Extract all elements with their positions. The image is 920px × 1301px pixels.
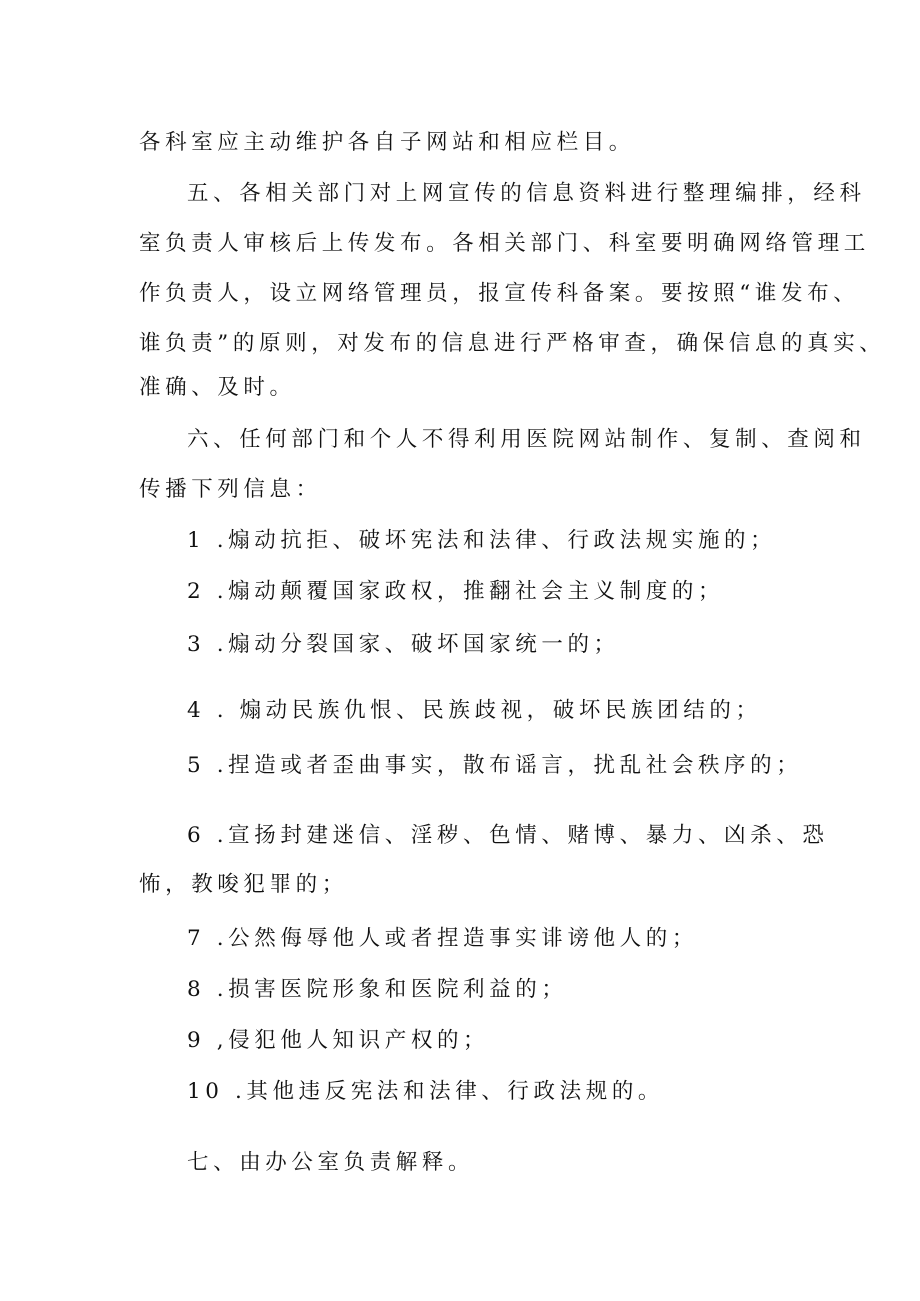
list-item-9: 9 ,侵犯他人知识产权的； <box>187 1028 490 1053</box>
list-item-1: 1 .煽动抗拒、破坏宪法和法律、行政法规实施的； <box>187 528 777 553</box>
paragraph-line: 作负责人，设立网络管理员，报宣传科备案。要按照“谁发布、 <box>139 281 860 306</box>
list-item-6-continuation: 怖，教唆犯罪的； <box>139 872 348 897</box>
list-item-4: 4 . 煽动民族仇恨、民族歧视，破坏民族团结的； <box>187 698 762 723</box>
list-item-10: 10 .其他违反宪法和法律、行政法规的。 <box>187 1079 665 1104</box>
section-five-line: 五、各相关部门对上网宣传的信息资料进行整理编排，经科 <box>187 181 866 206</box>
paragraph-line: 传播下列信息： <box>139 477 322 502</box>
list-item-3: 3 .煽动分裂国家、破坏国家统一的； <box>187 632 620 657</box>
list-item-8: 8 .损害医院形象和医院利益的； <box>187 977 568 1002</box>
paragraph-line: 室负责人审核后上传发布。各相关部门、科室要明确网络管理工 <box>139 231 870 256</box>
section-seven-line: 七、由办公室负责解释。 <box>187 1150 475 1175</box>
paragraph-line: 谁负责”的原则，对发布的信息进行严格审查，确保信息的真实、 <box>139 331 886 356</box>
list-item-6: 6 .宣扬封建迷信、淫秽、色情、赌博、暴力、凶杀、恐 <box>187 823 829 848</box>
list-item-5: 5 .捏造或者歪曲事实，散布谣言，扰乱社会秩序的； <box>187 753 803 778</box>
section-six-line: 六、任何部门和个人不得利用医院网站制作、复制、查阅和 <box>187 427 866 452</box>
list-item-7: 7 .公然侮辱他人或者捏造事实诽谤他人的； <box>187 926 698 951</box>
list-item-2: 2 .煽动颠覆国家政权，推翻社会主义制度的； <box>187 579 725 604</box>
paragraph-line: 准确、及时。 <box>139 375 296 400</box>
paragraph-line: 各科室应主动维护各自子网站和相应栏目。 <box>139 130 635 155</box>
